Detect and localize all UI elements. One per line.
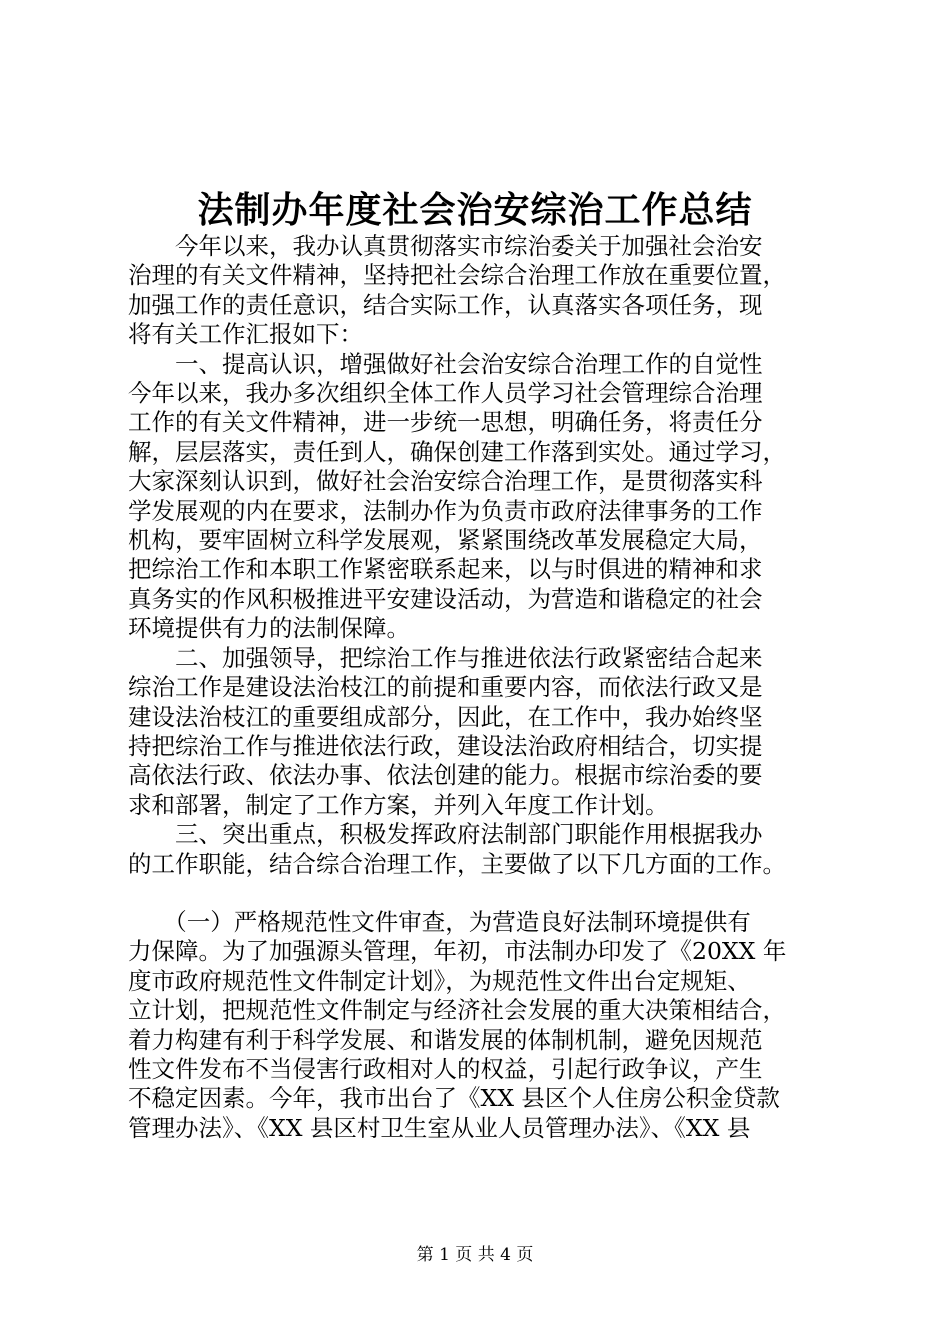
body-text-line: 三、突出重点，积极发挥政府法制部门职能作用根据我办 (128, 820, 763, 849)
body-text-line: 把综治工作和本职工作紧密联系起来，以与时俱进的精神和求 (128, 555, 763, 584)
body-text-line: 真务实的作风积极推进平安建设活动，为营造和谐稳定的社会 (128, 584, 763, 613)
body-text-line: 综治工作是建设法治枝江的前提和重要内容，而依法行政又是 (128, 673, 763, 702)
body-text-line: 一、提高认识，增强做好社会治安综合治理工作的自觉性 (128, 349, 763, 378)
body-text-line: 不稳定因素。今年，我市出台了《XX 县区个人住房公积金贷款 (128, 1084, 780, 1113)
body-text-line: 的工作职能，结合综合治理工作，主要做了以下几方面的工作。 (128, 849, 786, 878)
body-text-line: 持把综治工作与推进依法行政，建设法治政府相结合，切实提 (128, 731, 763, 760)
body-text-line: 大家深刻认识到，做好社会治安综合治理工作，是贯彻落实科 (128, 467, 763, 496)
body-text-line: （一）严格规范性文件审查，为营造良好法制环境提供有 (128, 907, 751, 936)
body-text-line: 建设法治枝江的重要组成部分，因此，在工作中，我办始终坚 (128, 702, 763, 731)
body-text-line: 加强工作的责任意识，结合实际工作，认真落实各项任务，现 (128, 290, 763, 319)
body-text-line: 学发展观的内在要求，法制办作为负责市政府法律事务的工作 (128, 496, 763, 525)
body-text-line: 今年以来，我办多次组织全体工作人员学习社会管理综合治理 (128, 379, 763, 408)
body-text-line: 度市政府规范性文件制定计划》，为规范性文件出台定规矩、 (128, 966, 751, 995)
body-text-line: 解，层层落实，责任到人，确保创建工作落到实处。通过学习， (128, 437, 786, 466)
body-text-line: 二、加强领导，把综治工作与推进依法行政紧密结合起来 (128, 643, 763, 672)
body-text-line: 着力构建有利于科学发展、和谐发展的体制机制，避免因规范 (128, 1025, 763, 1054)
body-text-line: 求和部署，制定了工作方案，并列入年度工作计划。 (128, 790, 669, 819)
body-text-line: 管理办法》、《XX 县区村卫生室从业人员管理办法》、《XX 县 (128, 1113, 751, 1142)
body-text-line: 高依法行政、依法办事、依法创建的能力。根据市综治委的要 (128, 761, 763, 790)
document-body (128, 232, 848, 1143)
body-text-line: 今年以来，我办认真贯彻落实市综治委关于加强社会治安 (128, 232, 763, 260)
body-text-line: 工作的有关文件精神，进一步统一思想，明确任务，将责任分 (128, 408, 763, 437)
body-text-line: 性文件发布不当侵害行政相对人的权益，引起行政争议，产生 (128, 1054, 763, 1083)
body-text-line: 机构，要牢固树立科学发展观，紧紧围绕改革发展稳定大局， (128, 526, 763, 555)
page-footer: 第 1 页 共 4 页 (416, 1245, 534, 1265)
body-text-line: 治理的有关文件精神，坚持把社会综合治理工作放在重要位置， (128, 261, 786, 290)
body-text-line: 环境提供有力的法制保障。 (128, 614, 410, 643)
body-text-line: 力保障。为了加强源头管理，年初，市法制办印发了《20XX 年 (128, 937, 787, 966)
blank-line (128, 879, 848, 908)
body-text-line: 立计划，把规范性文件制定与经济社会发展的重大决策相结合， (128, 996, 786, 1025)
body-text-line: 将有关工作汇报如下： (128, 320, 363, 349)
document-title: 法制办年度社会治安综治工作总结 (197, 189, 753, 231)
